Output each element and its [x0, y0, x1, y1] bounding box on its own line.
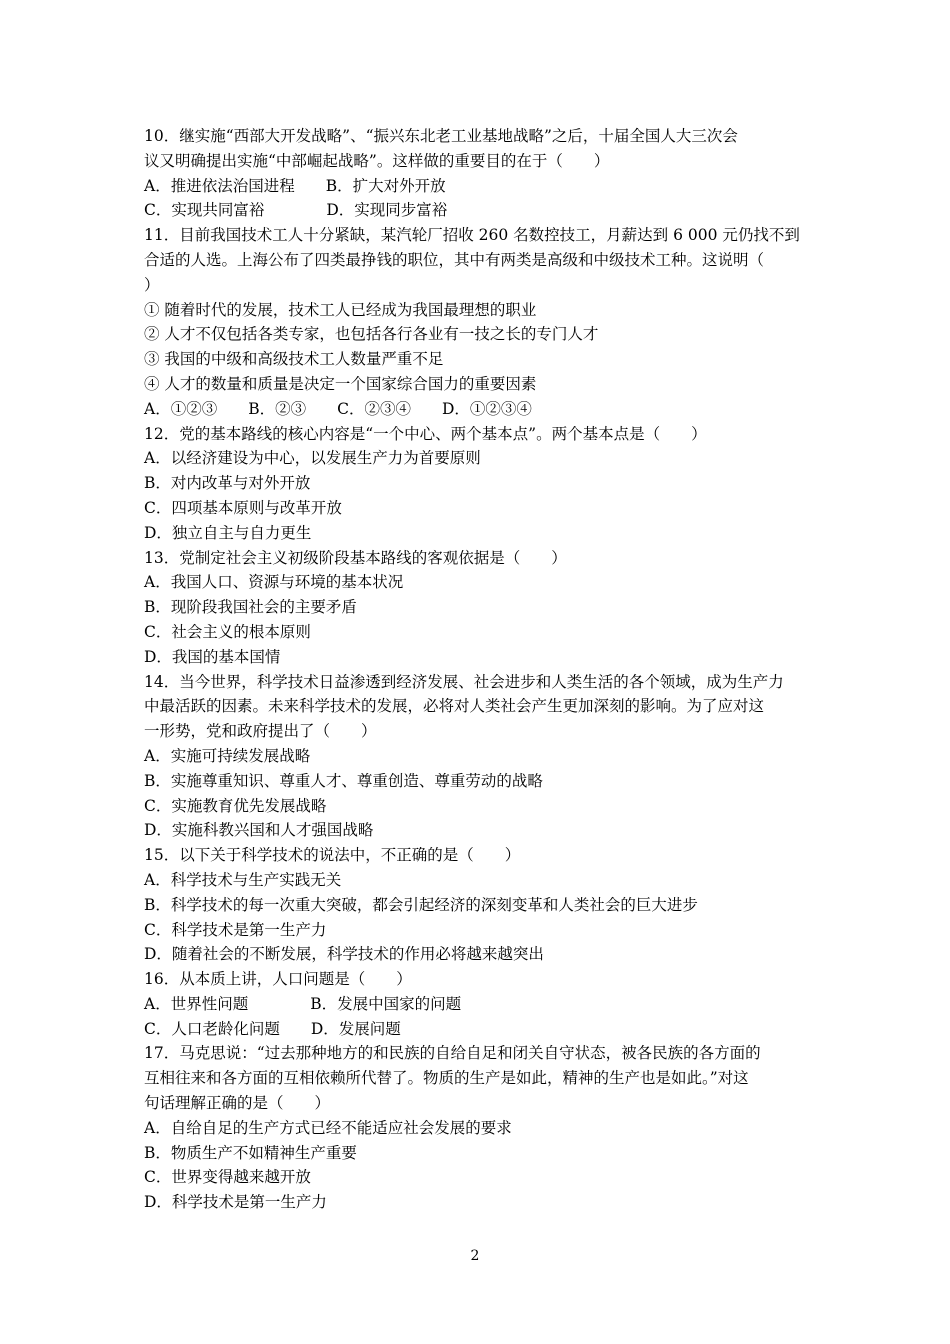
- text-line: C．实施教育优先发展战略: [144, 796, 327, 815]
- text-line: 10．继实施“西部大开发战略”、“振兴东北老工业基地战略”之后，十届全国人大三次会: [144, 127, 738, 145]
- text-line: B．实施尊重知识、尊重人才、尊重创造、尊重劳动的战略: [144, 771, 543, 790]
- text-line: C．科学技术是第一生产力: [144, 920, 327, 939]
- text-line: 中最活跃的因素。未来科学技术的发展，必将对人类社会产生更加深刻的影响。为了应对这: [144, 697, 765, 716]
- text-line: B．物质生产不如精神生产重要: [144, 1143, 357, 1162]
- text-line: C．社会主义的根本原则: [144, 622, 311, 641]
- text-line: ① 随着时代的发展，技术工人已经成为我国最理想的职业: [144, 300, 537, 319]
- text-line: 一形势，党和政府提出了（ ）: [144, 722, 377, 741]
- document-body: [144, 124, 812, 1215]
- text-line: C．人口老龄化问题 D．发展问题: [144, 1019, 401, 1038]
- text-line: A．我国人口、资源与环境的基本状况: [144, 573, 404, 592]
- text-line: D．随着社会的不断发展，科学技术的作用必将越来越突出: [144, 945, 544, 964]
- text-line: A．①②③ B．②③ C．②③④ D．①②③④: [144, 399, 532, 418]
- text-line: 互相往来和各方面的互相依赖所代替了。物质的生产是如此，精神的生产也是如此。”对这: [144, 1069, 749, 1088]
- text-line: B．现阶段我国社会的主要矛盾: [144, 598, 357, 617]
- text-line: 合适的人选。上海公布了四类最挣钱的职位，其中有两类是高级和中级技术工种。这说明（: [144, 250, 765, 269]
- text-line: 11．目前我国技术工人十分紧缺，某汽轮厂招收 260 名数控技工，月薪达到 6 000 元仍找不到: [144, 226, 800, 245]
- text-line: A．世界性问题 B．发展中国家的问题: [144, 994, 462, 1013]
- text-line: ）: [144, 275, 160, 294]
- text-line: A．实施可持续发展战略: [144, 746, 311, 765]
- text-line: 16．从本质上讲，人口问题是（ ）: [144, 970, 412, 989]
- text-line: 13．党制定社会主义初级阶段基本路线的客观依据是（ ）: [144, 548, 567, 567]
- text-line: ④ 人才的数量和质量是决定一个国家综合国力的重要因素: [144, 374, 537, 393]
- text-line: B．对内改革与对外开放: [144, 474, 311, 493]
- text-line: C．四项基本原则与改革开放: [144, 498, 342, 517]
- text-line: C．世界变得越来越开放: [144, 1168, 311, 1187]
- text-line: 17．马克思说：“过去那种地方的和民族的自给自足和闭关自守状态，被各民族的各方面的: [144, 1044, 761, 1063]
- page-number: 2: [470, 1248, 480, 1264]
- text-line: D．科学技术是第一生产力: [144, 1193, 327, 1212]
- text-line: B．科学技术的每一次重大突破，都会引起经济的深刻变革和人类社会的巨大进步: [144, 895, 698, 914]
- text-line: 14．当今世界，科学技术日益渗透到经济发展、社会进步和人类生活的各个领域，成为生产力: [144, 672, 784, 691]
- text-line: D．我国的基本国情: [144, 647, 281, 666]
- text-line: D．实施科教兴国和人才强国战略: [144, 821, 374, 840]
- text-line: ③ 我国的中级和高级技术工人数量严重不足: [144, 350, 444, 369]
- text-line: 议又明确提出实施“中部崛起战略”。这样做的重要目的在于（ ）: [144, 151, 610, 170]
- text-line: A．推进依法治国进程 B．扩大对外开放: [144, 176, 446, 195]
- text-line: A．科学技术与生产实践无关: [144, 870, 342, 889]
- text-line: D．独立自主与自力更生: [144, 523, 312, 542]
- text-line: A．自给自足的生产方式已经不能适应社会发展的要求: [144, 1118, 512, 1137]
- text-line: ② 人才不仅包括各类专家，也包括各行各业有一技之长的专门人才: [144, 325, 599, 344]
- text-line: C．实现共同富裕 D．实现同步富裕: [144, 201, 448, 220]
- text-line: 15．以下关于科学技术的说法中，不正确的是（ ）: [144, 846, 521, 865]
- text-line: A．以经济建设为中心，以发展生产力为首要原则: [144, 449, 481, 468]
- text-line: 句话理解正确的是（ ）: [144, 1094, 331, 1113]
- text-line: 12．党的基本路线的核心内容是“一个中心、两个基本点”。两个基本点是（ ）: [144, 424, 707, 443]
